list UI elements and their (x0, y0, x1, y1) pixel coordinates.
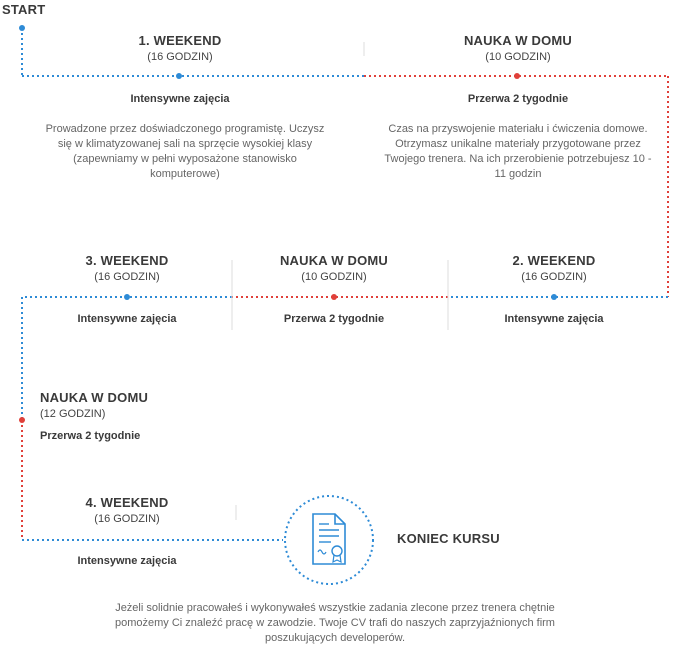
certificate-icon (283, 494, 375, 586)
start-label: START (2, 2, 46, 17)
weekend1-dot (176, 73, 182, 79)
home2-block (234, 253, 434, 283)
weekend2-hours: (16 GODZIN) (521, 271, 587, 283)
home1-desc: Czas na przyswojenie materiału i ćwiczenia domowe. Otrzymasz unikalne materiały przygotowane przez Twojego trenera. Na ich przerobienie potrzebujesz 10 - 11 godzin (384, 123, 652, 180)
weekend3-block (27, 253, 227, 283)
weekend1-desc: Prowadzone przez doświadczonego programistę. Uczysz się w klimatyzowanej sali na sprzęcie wysokiej klasy (zapewniamy w pełni wyposażone stanowisko komputerowe) (45, 123, 325, 180)
weekend2-type: Intensywne zajęcia (504, 313, 604, 325)
weekend1-title: 1. WEEKEND (138, 33, 222, 48)
home1-type: Przerwa 2 tygodnie (467, 93, 569, 105)
weekend4-title: 4. WEEKEND (85, 495, 169, 510)
weekend2-block (454, 253, 654, 283)
weekend3-type: Intensywne zajęcia (77, 313, 177, 325)
weekend3-dot (124, 294, 130, 300)
final-desc: Jeżeli solidnie pracowałeś i wykonywałeś wszystkie zadania zlecone przez trenera chętnie pomożemy Ci znaleźć pracę w zawodzie. Twoje CV trafi do naszych zaprzyjaźnionych firm poszukujących developerów. (115, 602, 555, 644)
weekend2-dot (551, 294, 557, 300)
home2-hours: (10 GODZIN) (301, 271, 367, 283)
weekend4-type: Intensywne zajęcia (77, 555, 177, 567)
home3-dot (19, 417, 25, 423)
end-label: KONIEC KURSU (397, 531, 500, 546)
home2-dot (331, 294, 337, 300)
home3-block (40, 390, 148, 442)
weekend3-title: 3. WEEKEND (85, 253, 169, 268)
home3-hours: (12 GODZIN) (40, 408, 106, 420)
start-dot (19, 25, 25, 31)
home1-hours: (10 GODZIN) (485, 51, 551, 63)
weekend1-hours: (16 GODZIN) (147, 51, 213, 63)
weekend4-block (27, 495, 227, 525)
home1-title: NAUKA W DOMU (463, 33, 573, 48)
weekend2-title: 2. WEEKEND (512, 253, 596, 268)
home1-block (398, 33, 638, 63)
home2-type: Przerwa 2 tygodnie (283, 313, 385, 325)
home1-dot (514, 73, 520, 79)
weekend3-hours: (16 GODZIN) (94, 271, 160, 283)
weekend1-block (60, 33, 300, 63)
weekend1-type: Intensywne zajęcia (130, 93, 230, 105)
home3-title: NAUKA W DOMU (40, 390, 149, 405)
home2-title: NAUKA W DOMU (279, 253, 389, 268)
home3-type: Przerwa 2 tygodnie (40, 430, 141, 442)
weekend4-hours: (16 GODZIN) (94, 513, 160, 525)
